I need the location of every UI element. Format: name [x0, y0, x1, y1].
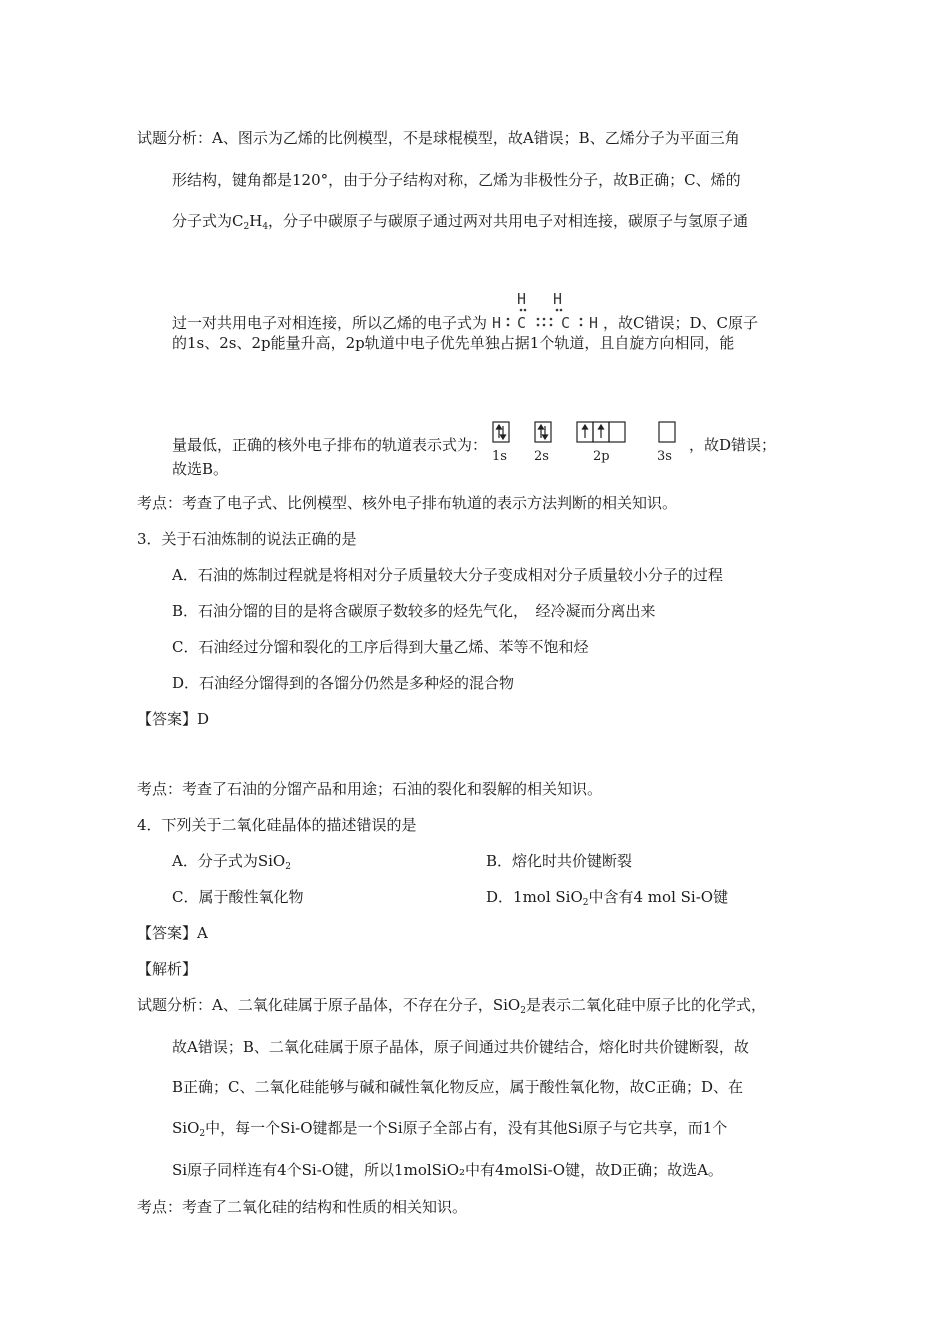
q3-stem: 3．关于石油炼制的说法正确的是 [137, 530, 357, 548]
kaodian-1: 考点：考查了电子式、比例模型、核外电子排布轨道的表示方法判断的相关知识。 [137, 494, 678, 512]
q4-option-b: B．熔化时共价键断裂 [486, 852, 633, 870]
q3-option-c: C．石油经过分馏和裂化的工序后得到大量乙烯、苯等不饱和烃 [172, 638, 589, 656]
q3-option-a: A．石油的炼制过程就是将相对分子质量较大分子变成相对分子质量较小分子的过程 [172, 566, 723, 584]
orbital-label-2s: 2s [534, 449, 549, 464]
q3-option-d: D．石油经分馏得到的各馏分仍然是多种烃的混合物 [172, 674, 515, 692]
orbital-diagram [489, 418, 687, 464]
analysis-line-4: 过一对共用电子对相连接，所以乙烯的电子式为 H H H C C H ，故C错误；D、C原子 [172, 290, 758, 332]
q4-analysis-heading: 【解析】 [137, 960, 198, 978]
analysis-line-3: 分子式为$C_2H_4$，分子中碳原子与碳原子通过两对共用电子对相连接，碳原子与氢原子通 [172, 212, 749, 232]
q4-kaodian: 考点：考查了二氧化硅的结构和性质的相关知识。 [137, 1198, 468, 1216]
q4-option-d: D．1mol SiO$_2$中含有4 mol Si-O键 [486, 888, 729, 908]
q4-stem: 4．下列关于二氧化硅晶体的描述错误的是 [137, 816, 417, 834]
svg-text:H: H [517, 290, 527, 308]
svg-text:H: H [553, 290, 563, 308]
svg-text:H: H [492, 314, 502, 332]
svg-text:C: C [517, 314, 527, 332]
q4-option-a: A．分子式为SiO$_2$ [172, 852, 291, 872]
analysis-line-6: 量最低，正确的核外电子排布的轨道表示式为： 1s 2s 2p 3s ，故D错误； [172, 418, 776, 464]
q3-kaodian: 考点：考查了石油的分馏产品和用途；石油的裂化和裂解的相关知识。 [137, 780, 603, 798]
analysis-line-7: 故选B。 [172, 460, 229, 478]
q3-option-b: B．石油分馏的目的是将含碳原子数较多的烃先气化， 经冷凝而分离出来 [172, 602, 656, 620]
orbital-label-2p: 2p [593, 449, 610, 464]
analysis-line-2: 形结构，键角都是120°，由于分子结构对称，乙烯为非极性分子，故B正确；C、烯的 [172, 171, 741, 189]
q4-analysis-line-3: B正确；C、二氧化硅能够与碱和碱性氧化物反应，属于酸性氧化物，故C正确；D、在 [172, 1078, 744, 1096]
q3-answer: 【答案】D [137, 710, 210, 728]
q4-option-c: C．属于酸性氧化物 [172, 888, 304, 906]
q4-analysis-line-1: 试题分析：A、二氧化硅属于原子晶体，不存在分子，SiO$_2$是表示二氧化硅中原子比的化学式， [137, 996, 766, 1016]
q4-analysis-line-5: Si原子同样连有4个Si-O键，所以1molSiO₂中有4molSi-O键，故D正确；故选A。 [172, 1161, 723, 1179]
q4-answer: 【答案】A [137, 924, 208, 942]
q4-analysis-line-2: 故A错误；B、二氧化硅属于原子晶体，原子间通过共价键结合，熔化时共价键断裂，故 [172, 1038, 749, 1056]
analysis-line-1: 试题分析：A、图示为乙烯的比例模型，不是球棍模型，故A错误；B、乙烯分子为平面三角 [137, 129, 740, 147]
orbital-label-3s: 3s [657, 449, 672, 464]
orbital-label-1s: 1s [492, 449, 507, 464]
ethylene-electron-formula [489, 290, 601, 332]
analysis-line-5: 的1s、2s、2p能量升高，2p轨道中电子优先单独占据1个轨道，且自旋方向相同，能 [172, 334, 735, 352]
svg-text:C: C [561, 314, 571, 332]
q4-analysis-line-4: SiO$_2$中，每一个Si-O键都是一个Si原子全部占有，没有其他Si原子与它共享，而1个 [172, 1119, 728, 1139]
svg-text:H: H [589, 314, 599, 332]
